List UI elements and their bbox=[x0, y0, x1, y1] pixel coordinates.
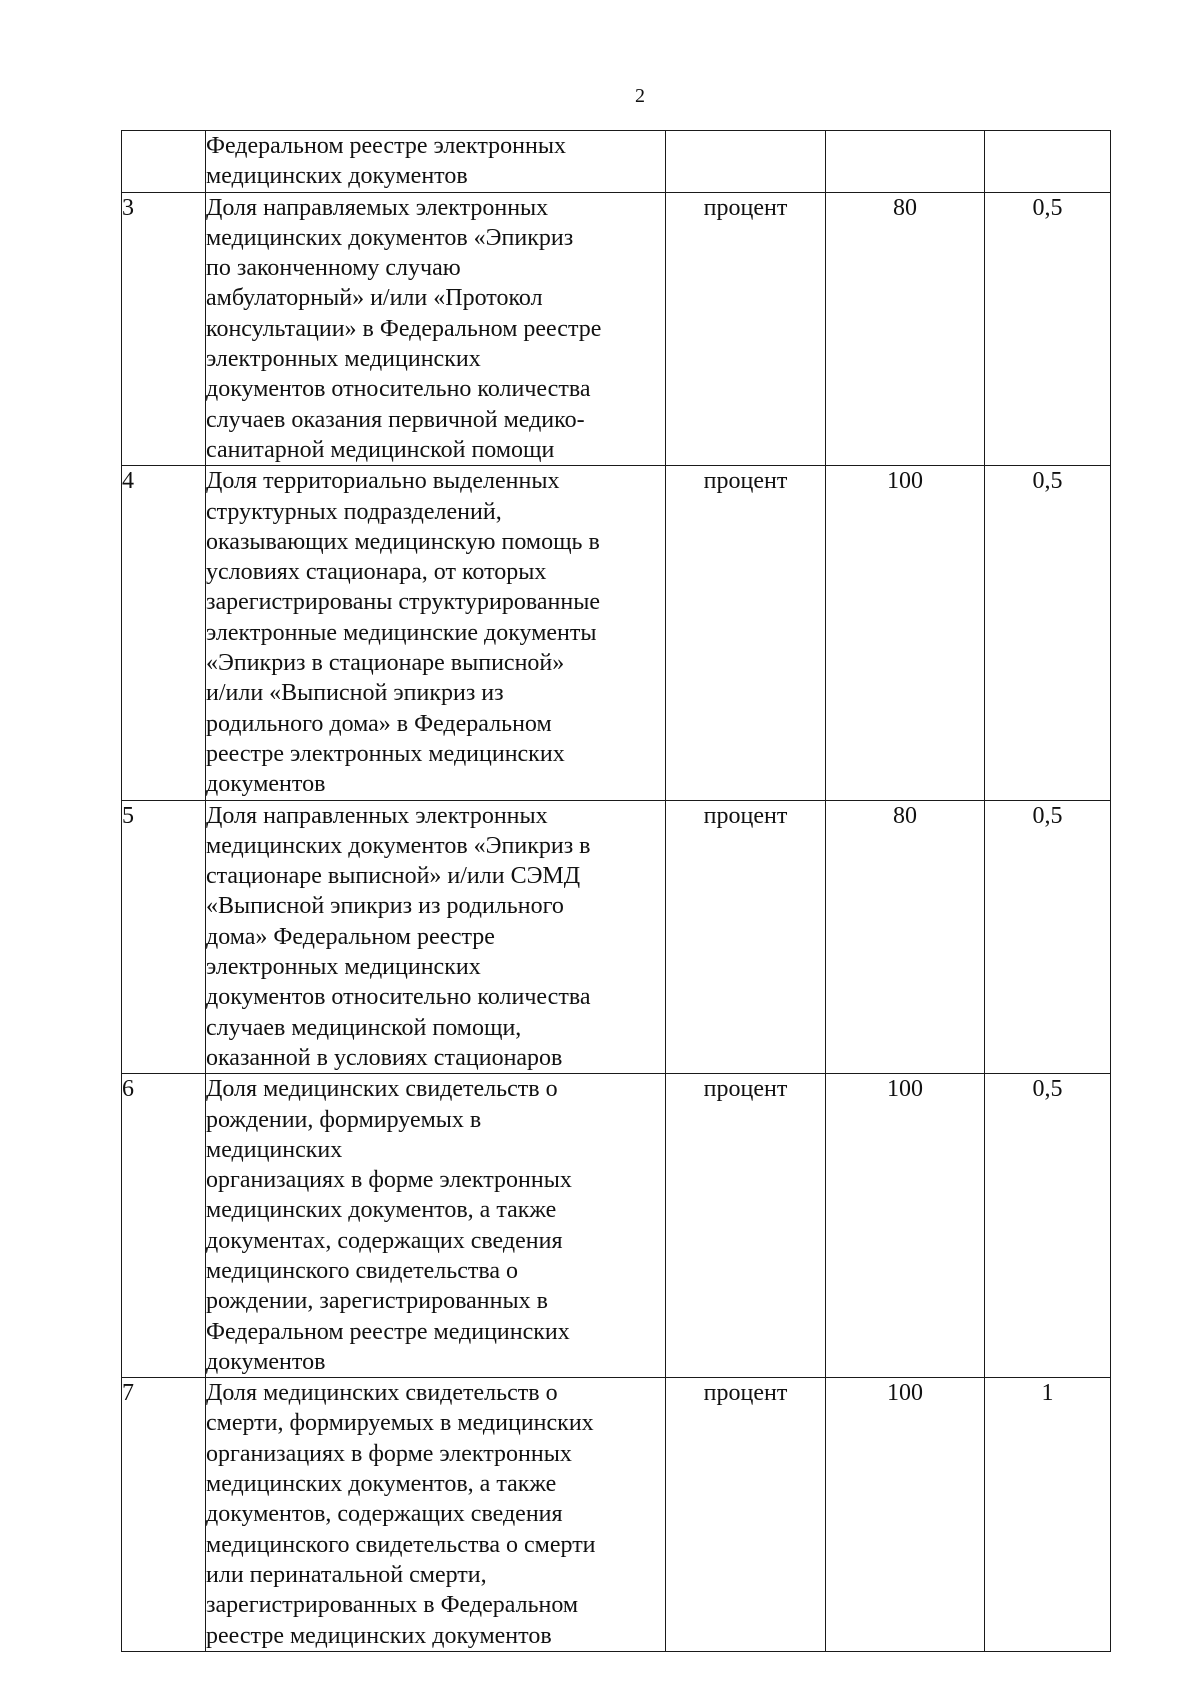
weight-cell: 0,5 bbox=[985, 192, 1111, 466]
target-value-cell: 100 bbox=[826, 466, 985, 800]
indicators-table bbox=[121, 130, 1111, 1652]
row-number-cell: 7 bbox=[122, 1378, 206, 1652]
indicator-name-cell: Доля медицинских свидетельств о рождении, формируемых в медицинских организациях в форме электронных медицинских документов, а также документах, содержащих сведения медицинского свидетельства о рождении, зарегистрированных в Федеральном реестре медицинских документов bbox=[206, 1074, 666, 1378]
page-number: 2 bbox=[635, 85, 645, 107]
indicator-name-cell: Доля направленных электронных медицинских документов «Эпикриз в стационаре выписной» и/или СЭМД «Выписной эпикриз из родильного дома» Федеральном реестре электронных медицинских документов относительно количества случаев медицинской помощи, оказанной в условиях стационаров bbox=[206, 800, 666, 1074]
unit-cell: процент bbox=[666, 1378, 826, 1652]
target-value-cell: 80 bbox=[826, 192, 985, 466]
indicator-name-cell: Федеральном реестре электронных медицинских документов bbox=[206, 131, 666, 193]
table-row bbox=[122, 1378, 1111, 1652]
indicator-name-cell: Доля медицинских свидетельств о смерти, формируемых в медицинских организациях в форме электронных медицинских документов, а также документов, содержащих сведения медицинского свидетельства о смерти или перинатальной смерти, зарегистрированных в Федеральном реестре медицинских документов bbox=[206, 1378, 666, 1652]
unit-cell: процент bbox=[666, 800, 826, 1074]
target-value-cell: 80 bbox=[826, 800, 985, 1074]
indicator-name-cell: Доля территориально выделенных структурных подразделений, оказывающих медицинскую помощь в условиях стационара, от которых зарегистрированы структурированные электронные медицинские документы «Эпикриз в стационаре выписной» и/или «Выписной эпикриз из родильного дома» в Федеральном реестре электронных медицинских документов bbox=[206, 466, 666, 800]
weight-cell: 0,5 bbox=[985, 1074, 1111, 1378]
target-value-cell: 100 bbox=[826, 1074, 985, 1378]
row-number-cell: 5 bbox=[122, 800, 206, 1074]
row-number-cell: 4 bbox=[122, 466, 206, 800]
table-row bbox=[122, 192, 1111, 466]
unit-cell: процент bbox=[666, 466, 826, 800]
table-row bbox=[122, 131, 1111, 193]
target-value-cell bbox=[826, 131, 985, 193]
target-value-cell: 100 bbox=[826, 1378, 985, 1652]
unit-cell: процент bbox=[666, 192, 826, 466]
weight-cell bbox=[985, 131, 1111, 193]
weight-cell: 1 bbox=[985, 1378, 1111, 1652]
table-row bbox=[122, 800, 1111, 1074]
row-number-cell bbox=[122, 131, 206, 193]
table-row bbox=[122, 466, 1111, 800]
row-number-cell: 6 bbox=[122, 1074, 206, 1378]
row-number-cell: 3 bbox=[122, 192, 206, 466]
weight-cell: 0,5 bbox=[985, 800, 1111, 1074]
unit-cell: процент bbox=[666, 1074, 826, 1378]
unit-cell bbox=[666, 131, 826, 193]
table-row bbox=[122, 1074, 1111, 1378]
indicator-name-cell: Доля направляемых электронных медицинских документов «Эпикриз по законченному случаю амбулаторный» и/или «Протокол консультации» в Федеральном реестре электронных медицинских документов относительно количества случаев оказания первичной медико- санитарной медицинской помощи bbox=[206, 192, 666, 466]
weight-cell: 0,5 bbox=[985, 466, 1111, 800]
